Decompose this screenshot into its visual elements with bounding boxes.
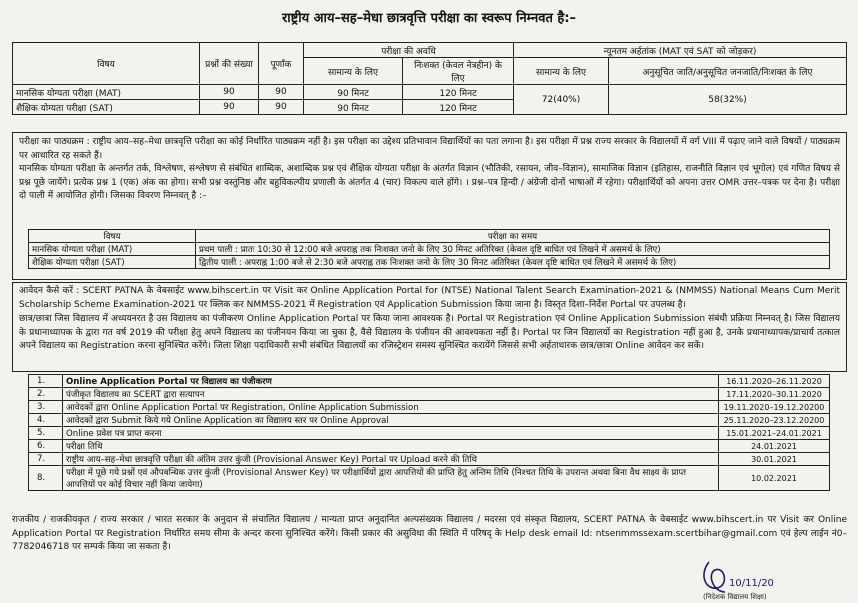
schedule-date: 15.01.2021–24.01.2021 xyxy=(719,427,830,440)
table-row xyxy=(29,453,830,466)
table-row xyxy=(29,388,830,401)
exam-structure-table xyxy=(12,42,847,115)
header-duration-general: सामान्य के लिए xyxy=(304,58,403,85)
row-subject: मानसिक योग्यता परीक्षा (MAT) xyxy=(13,85,200,100)
schedule-text: आवेदकों द्वारा Submit किये गये Online Application का विद्यालय स्तर पर Online Approval xyxy=(63,414,719,427)
table-row xyxy=(29,401,830,414)
header-min-marks: न्यूनतम अर्हतांक (MAT एवं SAT को जोड़कर) xyxy=(514,43,847,58)
timing-header-time: परीक्षा का समय xyxy=(196,230,830,243)
exam-timing-table xyxy=(28,229,830,269)
header-subject: विषय xyxy=(13,43,200,85)
row-questions: 90 xyxy=(200,100,259,115)
row-general: 90 मिनट xyxy=(304,85,403,100)
syllabus-text: परीक्षा का पाठ्यक्रम : राष्ट्रीय आय–सह–मेधा छात्रवृत्ति परीक्षा का कोई निर्धारित पाठ्यक्रम नहीं है। इस परीक्षा का उद्देश्य प्रतिभावान विद्यार्थियों का पता लगाना है। इस परीक्षा में प्रश्न राज्य सरकार के विद्यालयों में वर्ग VIII में पढ़ाए जाने वाले विषयों / पाठ्यक्रम पर आधारित रह सकते हैं। xyxy=(19,137,840,161)
timing-subject: मानसिक योग्यता परीक्षा (MAT) xyxy=(29,243,196,256)
schedule-text: परीक्षा तिथि xyxy=(63,440,719,453)
signature-scribble xyxy=(704,562,725,592)
schedule-num: 8. xyxy=(29,466,63,491)
schedule-text: Online Application Portal पर विद्यालय का पंजीकरण xyxy=(63,375,719,388)
table-row xyxy=(29,243,830,256)
row-marks: 90 xyxy=(259,100,304,115)
table-row xyxy=(29,427,830,440)
schedule-num: 2. xyxy=(29,388,63,401)
signature-stamp xyxy=(695,552,815,600)
signature-date: 10/11/20 xyxy=(729,578,774,589)
row-disabled: 120 मिनट xyxy=(403,100,514,115)
min-general-value: 72(40%) xyxy=(514,85,609,115)
schedule-date: 10.02.2021 xyxy=(719,466,830,491)
header-duration-disabled: निःशक्त (केवल नेत्रहीन) के लिए xyxy=(403,58,514,85)
apply-text: आवेदन कैसे करें : SCERT PATNA के वेबसाईट www.bihscert.in पर Visit कर Online Application Portal for (NTSE) National Talent Search Examination-2021 & (NMMSS) National Means Cum Merit Scholarship Scheme Examination-2021 पर क्लिक कर NMMSS-2021 में Registration एवं Application Submission किया जाना है। विस्तृत दिशा–निर्देश Portal पर उपलब्ध है। xyxy=(19,286,840,310)
table-row xyxy=(29,440,830,453)
table-row xyxy=(29,375,830,388)
header-min-reserved: अनुसूचित जाति/अनुसूचित जनजाति/निःशक्त के लिए xyxy=(609,58,847,85)
header-duration: परीक्षा की अवधि xyxy=(304,43,514,58)
page-title: राष्ट्रीय आय–सह–मेधा छात्रवृत्ति परीक्षा का स्वरूप निम्नवत है:– xyxy=(281,11,577,26)
table-row xyxy=(29,256,830,269)
schedule-num: 5. xyxy=(29,427,63,440)
schedule-text: आवेदकों द्वारा Online Application Portal पर Registration, Online Application Submission xyxy=(63,401,719,414)
apply-text-2: छात्र/छात्रा जिस विद्यालय में अध्ययनरत है उस विद्यालय का पंजीकरण Online Application Portal पर किया जाना आवश्यक है। Portal पर Registration एवं Online Application Submission संबंधी प्रक्रिया निम्नवत् है। जिस विद्यालय के प्रधानाध्यापक के द्वारा गत वर्ष 2019 की परीक्षा हेतु अपने विद्यालय का पंजीनयन किया जा चुका है, वैसे विद्यालय के पंजीयन की आवश्यकता नहीं है। Portal पर जिन विद्यालयों का Registration नहीं हुआ है, उनके प्रधानाध्यापक/प्राचार्य तत्काल अपने विद्यालय का Registration करना सुनिश्चित करेंगे। जिला शिक्षा पदाधिकारी सभी संबंधित विद्यालयों का रजिस्ट्रेशन समस्य सुनिश्चित करायेंगे जिससे सभी अर्हताधारक छात्र/छात्रा Online आवेदन कर सकें। xyxy=(19,314,840,351)
timing-subject: शैक्षिक योग्यता परीक्षा (SAT) xyxy=(29,256,196,269)
footer-notice: राजकीय / राजकीयकृत / राज्य सरकार / भारत सरकार के अनुदान से संचालित विद्यालय / मान्यता प्राप्त अनुदानित अल्पसंख्यक विद्यालय / मदरसा एवं संस्कृत विद्यालय, SCERT PATNA के वेबसाईट www.bihscert.in पर Visit कर Online Application Portal पर Registration निर्धारित समय सीमा के अन्दर करना सुनिश्चित करेंगे। किसी प्रकार की असुविधा की स्थिति में परिषद् के Help desk email Id: ntsenmmssexam.scertbihar@gmail.com एवं हेल्प लाईन नं0–7782046718 पर सम्पर्क किया जा सकता है। xyxy=(12,515,847,552)
header-marks: पूर्णांक xyxy=(259,43,304,85)
schedule-date: 24.01.2021 xyxy=(719,440,830,453)
syllabus-text-2: मानसिक योग्यता परीक्षा के अन्तर्गत तर्क, विश्लेषण, संश्लेषण से संबंधित शाब्दिक, अशाब्दिक प्रश्न एवं शैक्षिक योग्यता परीक्षा के अंतर्गत विज्ञान (भौतिकी, रसायन, जीव–विज्ञान), सामाजिक विज्ञान (इतिहास, राजनीति विज्ञान एवं भूगोल) एवं गणित विषय से प्रश्न पूछे जायेंगे। प्रत्येक प्रश्न 1 (एक) अंक का होगा। सभी प्रश्न वस्तुनिष्ठ और बहुविकल्पीय प्रणाली के अंतर्गत 4 (चार) विकल्प वाले होंगे। । प्रश्न–पत्र हिन्दी / अंग्रेजी दोनों भाषाओं में रहेगा। परीक्षार्थियों को अपना उत्तर OMR उत्तर–पत्रक पर देना है। परीक्षा दो पाली में आयोजित होगी। जिसका विवरण निम्नवत् है :– xyxy=(19,164,840,201)
schedule-text: राष्ट्रीय आय–सह–मेधा छात्रवृत्ति परीक्षा की अंतिम उत्तर कुंजी (Provisional Answer Key) Portal पर Upload करने की तिथि xyxy=(63,453,719,466)
header-questions: प्रश्नों की संख्या xyxy=(200,43,259,85)
row-subject: शैक्षिक योग्यता परीक्षा (SAT) xyxy=(13,100,200,115)
schedule-num: 6. xyxy=(29,440,63,453)
timing-time: प्रथम पाली : प्रातः 10:30 से 12:00 बजे अपराह्न तक निःशक्त जनो के लिए 30 मिनट अतिरिक्त (केवल दृष्टि बाधित एवं लिखने में असमर्थ के लिए) xyxy=(196,243,830,256)
timing-header-subject: विषय xyxy=(29,230,196,243)
table-row xyxy=(13,85,847,100)
timing-time: द्वितीय पाली : अपराह्न 1:00 बजे से 2:30 बजे अपराह्न तक निःशक्त जनो के लिए 30 मिनट अतिरिक्त (केवल दृष्टि बाधित एवं लिखने में असमर्थ के लिए) xyxy=(196,256,830,269)
schedule-num: 7. xyxy=(29,453,63,466)
schedule-date: 19.11.2020–19.12.20200 xyxy=(719,401,830,414)
row-disabled: 120 मिनट xyxy=(403,85,514,100)
row-general: 90 मिनट xyxy=(304,100,403,115)
schedule-date: 17.11.2020–30.11.2020 xyxy=(719,388,830,401)
signature-caption: (निदेशक विद्यालय शिक्षा) xyxy=(703,593,767,600)
row-marks: 90 xyxy=(259,85,304,100)
schedule-date: 16.11.2020–26.11.2020 xyxy=(719,375,830,388)
schedule-text: पंजीकृत विद्यालय का SCERT द्वारा सत्यापन xyxy=(63,388,719,401)
schedule-num: 4. xyxy=(29,414,63,427)
schedule-table xyxy=(28,374,830,491)
application-box xyxy=(12,282,847,372)
schedule-date: 30.01.2021 xyxy=(719,453,830,466)
row-questions: 90 xyxy=(200,85,259,100)
header-min-general: सामान्य के लिए xyxy=(514,58,609,85)
schedule-text: परीक्षा में पूछे गये प्रश्नों एवं औपबन्धिक उत्तर कुंजी (Provisional Answer Key) पर परीक्षार्थियों द्वारा आपत्तियों की प्राप्ति हेतु अन्तिम तिथि (निश्चत तिथि के उपरान्त अथवा बिना वैध साक्ष्य के प्राप्त आपत्तियों पर कोई विचार नहीं किया जायेगा) xyxy=(63,466,719,491)
table-row xyxy=(29,466,830,491)
min-reserved-value: 58(32%) xyxy=(609,85,847,115)
schedule-num: 3. xyxy=(29,401,63,414)
schedule-date: 25.11.2020–23.12.20200 xyxy=(719,414,830,427)
schedule-text: Online प्रवेश पत्र प्राप्त करना xyxy=(63,427,719,440)
schedule-num: 1. xyxy=(29,375,63,388)
table-row xyxy=(29,414,830,427)
